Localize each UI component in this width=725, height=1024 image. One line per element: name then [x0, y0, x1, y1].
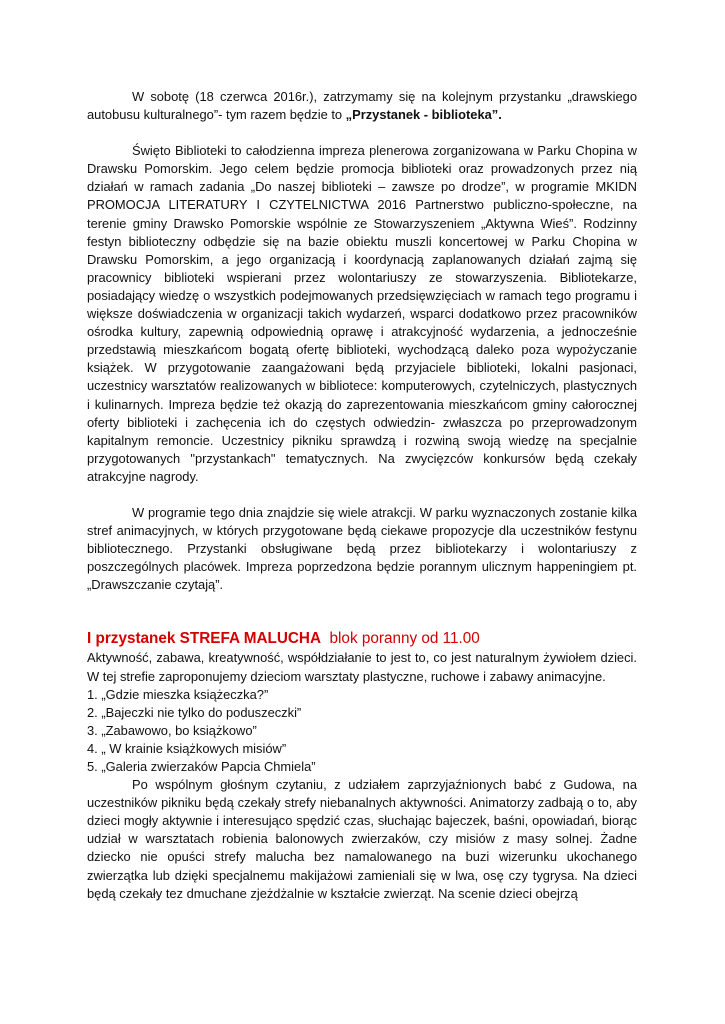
section-title: I przystanek STREFA MALUCHA: [87, 630, 322, 648]
section-intro-paragraph: Aktywność, zabawa, kreatywność, współdziałanie to jest to, co jest naturalnym żywiołem dzieci. W tej strefie zaproponujemy dzieciom warsztaty plastyczne, ruchowe i zabawy animacyjne.: [87, 650, 637, 684]
festival-description-paragraph: Święto Biblioteki to całodzienna impreza plenerowa zorganizowana w Parku Chopina w Drawsku Pomorskim. Jego celem będzie promocja biblioteki oraz prowadzonych przez nią działań w ramach zadania „Do naszej biblioteki – zawsze po drodze”, w programie MKIDN PROMOCJA LITERATURY I CZYTELNICTWA 2016 Partnerstwo publiczno-społeczne, na terenie gminy Drawsko Pomorskie wspólnie ze Stowarzyszeniem „Aktywna Wieś”. Rodzinny festyn biblioteczny odbędzie się na bazie obiektu muszli koncertowej w Parku Chopina w Drawsku Pomorskim, a jego organizacją i koordynacją zaplanowanych działań zajmą się pracownicy biblioteki wspierani przez wolontariuszy ze stowarzyszenia. Bibliotekarze, posiadający wiedzę o wszystkich podejmowanych przedsięwzięciach w ramach tego programu i większe doświadczenia w organizacji takich wydarzeń, wsparci dodatkowo przez pracowników ośrodka kultury, zapewnią odpowiednią oprawę i atrakcyjność wydarzenia, a jednocześnie przedstawią mieszkańcom bogatą ofertę biblioteki, wychodzącą daleko poza wypożyczanie książek. W przygotowanie zaangażowani będą przyjaciele biblioteki, lokalni pasjonaci, uczestnicy warsztatów realizowanych w bibliotece: komputerowych, czytelniczych, plastycznych i kulinarnych. Impreza będzie też okazją do zaprezentowania mieszkańcom gminy całorocznej oferty biblioteki i zachęcenia ich do częstych odwiedzin- zwłaszcza po przeprowadzonym kapitalnym remoncie. Uczestnicy pikniku sprawdzą i rozwiną swoją wiedzę na specjalnie przygotowanych "przystankach" tematycznych. Na zwycięzców konkursów będą czekały atrakcyjne nagrody.: [87, 143, 637, 484]
section-closing-paragraph: Po wspólnym głośnym czytaniu, z udziałem zaprzyjaźnionych babć z Gudowa, na uczestników pikniku będą czekały strefy niebanalnych aktywności. Animatorzy zadbają o to, aby dzieci mogły aktywnie i interesująco spędzić czas, słuchając bajeczek, baśni, opowiadań, biorąc udział w warsztatach robienia balonowych zwierzaków, czy misiów z masy solnej. Żadne dziecko nie opuści strefy malucha bez namalowanego na buzi wizerunku ukochanego zwierzątka lub dzięki specjalnemu makijażowi zamieniali się w lwa, osę czy tygrysa. Na dzieci będą czekały tez dmuchane zjeżdżalnie w kształcie zwierząt. Na scenie dzieci obejrzą: [87, 777, 637, 901]
intro-bold-title: „Przystanek - biblioteka”.: [345, 107, 502, 123]
document-body: [87, 88, 637, 903]
section-subtitle: blok poranny od 11.00: [329, 630, 480, 648]
intro-paragraph: [87, 88, 637, 124]
program-paragraph: W programie tego dnia znajdzie się wiele atrakcji. W parku wyznaczonych zostanie kilka stref animacyjnych, w których przygotowane będą ciekawe propozycje dla uczestników festynu bibliotecznego. Przystanki obsługiwane będą przez bibliotekarzy i wolontariuszy z poszczególnych placówek. Impreza poprzedzona będzie porannym ulicznym happeningiem pt. „Drawszczanie czytają”.: [87, 504, 637, 593]
activity-list: [87, 686, 637, 776]
section-heading: [87, 628, 637, 649]
list-item: 3. „Zabawowo, bo książkowo”: [87, 722, 257, 738]
list-item: 5. „Galeria zwierzaków Papcia Chmiela”: [87, 759, 316, 774]
intro-text: W sobotę (18 czerwca 2016r.), zatrzymamy się na kolejnym przystanku „drawskiego autobusu kulturalnego”- tym razem będzie to: [87, 89, 637, 123]
list-item: 4. „ W krainie książkowych misiów”: [87, 740, 287, 756]
list-item: 1. „Gdzie mieszka książeczka?”: [87, 686, 269, 702]
list-item: 2. „Bajeczki nie tylko do poduszeczki”: [87, 704, 302, 720]
